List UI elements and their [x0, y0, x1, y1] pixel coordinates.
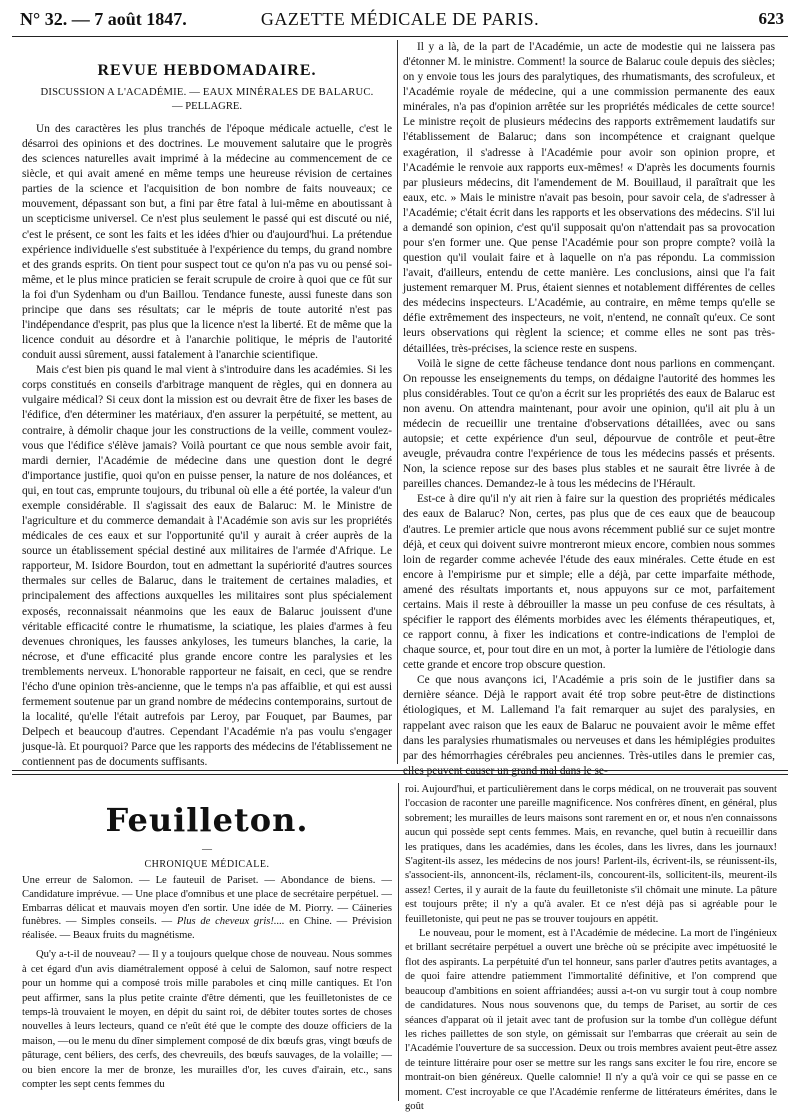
- feuilleton-paragraph: roi. Aujourd'hui, et particulièrement dans le corps médical, on ne trouverait pas souvent l'occasion de raconter une pareille magnificence. Nos confrères dînent, en général, plus sobrement; les murailles de leurs maisons sont rarement en or, et nous n'en connaissons aucun qui possède sept cents femmes. Mais, en revanche, quel butin à recueillir dans les pratiques, dans les académies, dans les écoles, dans les livres, dans les journaux! S'agitent-ils assez, les médecins de nos jours! Parlent-ils, écrivent-ils, se réunissent-ils, s'associent-ils, annoncent-ils, réclament-ils, concourent-ils, sollicitent-ils, meurent-ils assez! Certes, il y aurait de la faute du feuilletoniste s'il chômait une minute. La pâture est toujours prête; il n'y a qu'à avaler. Et ce n'est déjà pas si agréable pour le feuilletoniste, qui peut ne pas se trouver toujours en appétit.: [405, 784, 777, 925]
- chronique-title: CHRONIQUE MÉDICALE.: [144, 859, 270, 871]
- revue-left-column: [22, 40, 392, 769]
- summary-text-end: en Chine. — Prévision réalisée. — Beaux fruits du magnétisme.: [22, 916, 392, 941]
- feuilleton-rule-2: [12, 774, 788, 775]
- journal-title: GAZETTE MÉDICALE DE PARIS.: [260, 9, 540, 29]
- feuilleton-left-column: [22, 783, 392, 1101]
- article-paragraph: Un des caractères les plus tranchés de l'époque médicale actuelle, c'est le désarroi des opinions et des doctrines. Le mouvement salutaire que le progrès des sciences naturelles avait imprimé à la médecine au commencement de ce siècle, et qui avait amené en même temps une heureuse révision de certaines parties de la science et l'acquisition de bon nombre de faits nouveaux; ce mouvement, dépassant son but, a fini par être fatal à lui-même en aboutissant à un scepticisme universel. Ce n'est plus seulement le passé qui est discuté ou nié, c'est le présent, ce sont les faits et les idées d'hier ou d'aujourd'hui. La prétendue expérience individuelle s'est substituée à l'expérience du temps, du grand nombre et des grands esprits. On tient pour suspect tout ce qu'on n'a pas vu ou pensé soi-même, et le plus mince praticien se ferait scrupule de croire à quoi que ce fût sur la foi d'un Sydenham ou d'un Baillou. Tendance funeste, aussi funeste dans son principe que dans ses résultats; car le mépris de toute autorité n'est pas l'indépendance d'esprit, pas plus que la licence n'est la liberté. Et de même que la licence conduit au désordre et à l'anarchie politique, le mépris de l'autorité conduit aussi sûrement, aussi fatalement à l'anarchie scientifique.: [22, 123, 392, 362]
- feuilleton-right-column: [405, 783, 777, 1112]
- article-paragraph: Mais c'est bien pis quand le mal vient à s'introduire dans les académies. Si les corps constitués en conseils d'arbitrage manquent de règles, qui en donnera au vulgaire médical? Si ceux dont la mission est ou devrait être de fixer les bases de l'édifice, d'en déterminer les matériaux, d'en assurer la perpétuité, se mettent, au contraire, à démolir chaque jour les constructions de la veille, comment voulez-vous que l'édifice s'élève jamais? Voilà pourtant ce que nous semble avoir fait, mardi dernier, l'Académie de médecine dans une question dont le degré d'importance justifie, quoi qu'on en puisse penser, la nature de nos doléances, et qui, en tout cas, emprunte toujours, du tribunal où elle a été portée, la valeur d'un exemple considérable. Il s'agissait des eaux de Balaruc: M. le Ministre de l'agriculture et du commerce demandait à l'Académie son avis sur les propriétés médicales de ces eaux et sur l'opportunité qu'il y aurait à créer auprès de la source un établissement spécial destiné aux militaires de l'armée d'Afrique. Le rapporteur, M. Isidore Bourdon, tout en admettant la supériorité d'autres sources thermales sur celles de Balaruc, dans le traitement de certaines maladies, et principalement des affections auxquelles les militaires sont plus spécialement exposés, reconnaissait néanmoins que les eaux de Balaruc jouissent d'une véritable efficacité contre le rhumatisme, la sciatique, les plaies d'armes à feu devenues chroniques, les fausses ankyloses, les tumeurs blanches, la carie, la nécrose, et d'une efficacité plus grande encore contre les paralysies et les tremblements nerveux. L'honorable rapporteur ne faisait, en ceci, que se rendre l'écho d'une opinion très-ancienne, que le temps n'a pas affaiblie, et qui est aussi fermement soutenue par un grand nombre de médecins contemporains, surtout de la localité, qu'elle l'était autrefois par Leroy, par Fouquet, par Baumes, par Delpech et beaucoup d'autres. Cependant l'Académie n'a pas voulu s'engager jusque-là. Et pourquoi? Parce que les rapports des médecins de l'établissement ne contiennent pas de documents suffisants.: [22, 364, 392, 769]
- feuilleton-paragraph: Le nouveau, pour le moment, est à l'Académie de médecine. La mort de l'ingénieux et brillant secrétaire perpétuel a ouvert une brèche où se précipite avec impétuosité le flot des aspirants. La perpétuité d'un tel honneur, sans parler d'autres petits avantages, a de quoi faire attendre patiemment l'immortalité définitive, et l'on comprend que beaucoup d'ambitions en soient affriandées; aussi a-t-on vu surgir tout à coup nombre de candidatures. Nous nous souvenons que, du temps de Pariset, au sortir de ces séances d'apparat où il jetait avec tant de profusion sur la tombe d'un collègue défunt les riches paillettes de son style, on gémissait sur l'embarras que créerait au sein de l'Académie l'ouverture de sa succession. Deux ou trois membres avaient peut-être assez de teinture littéraire pour oser se mettre sur les rangs sans exciter le fou rire, encore se montrait-on bien généreux. Quelle calomnie! Il n'y a qu'à voir ce qui se passe en ce moment. C'est incroyable ce que l'Académie renferme de littérateurs émérites, dans le goût: [405, 928, 777, 1112]
- article-paragraph: Est-ce à dire qu'il n'y ait rien à faire sur la question des propriétés médicales des eaux de Balaruc? Non, certes, pas plus que de ces eaux que de beaucoup d'autres. Le premier article que nous avons récemment publié sur ce sujet montre déjà, et ceux qui doivent suivre montreront mieux encore, combien nous sommes loin de regarder comme achevée l'étude des eaux minérales. Cette étude en est encore à l'empirisme pur et simple; elle a déjà, par cette imparfaite méthode, amené des résultats importants et, nous appuyons sur ce mot, parfaitement certains. Mais il reste à débrouiller la masse un peu confuse de ces résultats, à spécifier le rapport des éléments morbides avec les éléments thérapeutiques, et, ce rapport connu, à fixer les indications et contre-indications de l'emploi de chaque source, et, pour tout dire en un mot, à porter la lumière de l'étiologie dans cette grande et encore trop obscure question.: [403, 493, 775, 672]
- article-paragraph: Il y a là, de la part de l'Académie, un acte de modestie qui ne laissera pas d'étonner M. le ministre. Comment! la source de Balaruc coule depuis des siècles; on y envoie tous les jours des paralytiques, des rhumatismants, des scrofuleux, et l'Académie royale de médecine, qui a une commission permanente des eaux minérales, n'a pas d'opinion arrêtée sur les propriétés médicales de cette source! Le ministre reçoit de plusieurs médecins des rapports extrêmement laudatifs sur l'établissement de Balaruc; dans son incompétence et craignant quelque exagération, il s'adresse à l'Académie pour avoir son opinion propre, et l'Académie le renvoie aux rapports eux-mêmes! « D'après les documents fournis par plusieurs médecins, dit l'amendement de M. Bouillaud, il paraîtrait que les eaux, etc. » Mais le ministre n'avait pas besoin, pour savoir cela, de s'adresser à l'Académie; c'était écrit dans les rapports et les observations des médecins. S'il lui a demandé son opinion, c'est qu'il supposait qu'on n'attendait pas sa provocation pour s'en former une. Que pense l'Académie pour son propre compte? voilà la question qu'il voulait faire et à laquelle on n'a pas répondu. La commission l'avait, d'ailleurs, entendu de cette manière. Les conclusions, ainsi que l'a fait justement remarquer M. Prus, étaient siennes et notablement différentes de celles des médecins inspecteurs. L'Académie, au contraire, en même temps qu'elle se défie extrêmement des inspecteurs, ne voit, n'entend, ne connaît qu'eux. Ce sont leurs observations qui règlent la science; et comme elles ne sont pas très-détaillées, très-précises, la science reste en suspens.: [403, 41, 775, 355]
- feuilleton-paragraph: Qu'y a-t-il de nouveau? — Il y a toujours quelque chose de nouveau. Nous sommes à cet égard d'un avis diamétralement opposé à celui de Salomon, sauf notre respect pour un homme qui a composé trois mille paraboles et cinq mille cantiques. Et l'on peut affirmer, sans la plus petite crainte d'être démenti, que les feuilletonistes de ce temps-là trouvaient le moyen, en dépit du saint roi, de débiter toutes sortes de choses nouvelles à leurs lecteurs, quand ce n'eût été que le compte des douze officiers de la maison, —ou le menu du dîner simplement composé de dix bœufs gras, vingt bœufs de pâturage, cent béliers, des cerfs, des chevreuils, des bœufs sauvages, de la volaille; — ou bien encore la mer de bronze, les murailles d'or, les cuves d'airain, etc., sans compter les sept cents femmes du: [22, 949, 392, 1091]
- header-rule: [12, 36, 788, 37]
- revue-subtitle: DISCUSSION A L'ACADÉMIE. — EAUX MINÉRALES DE BALARUC.: [40, 87, 374, 98]
- revue-title: REVUE HEBDOMADAIRE.: [97, 62, 317, 79]
- column-divider: [397, 40, 398, 764]
- feuilleton-column-divider: [398, 783, 399, 1101]
- article-paragraph: Ce que nous avançons ici, l'Académie a pris soin de le justifier dans sa dernière séance. Déjà le rapport avait été trop sobre peut-être de distinctions étiologiques, et M. Lallemand l'a fait remarquer au sujet des paralysies, en rappelant avec raison que les eaux de Balaruc ne pouvaient avoir le même effet dans les paralysies rhumatismales ou nerveuses et dans les hémiplégies produites par des hémorrhagies cérébrales peu anciennes. Très-utiles dans le premier cas, elles peuvent causer un grand mal dans le se-: [403, 674, 775, 777]
- revue-right-column: [403, 40, 775, 777]
- article-paragraph: Voilà le signe de cette fâcheuse tendance dont nous parlions en commençant. On repousse les enseignements du temps, on dédaigne l'autorité des hommes les plus considérables. Tout ce qu'on a écrit sur les propriétés des eaux de Balaruc est non avenu. On attendra maintenant, pour avoir une opinion, qu'il ait plu à un médecin de recueillir une trentaine d'observations détaillées, avec ou sans autopsie; et cette expérience d'un seul, dépourvue de contrôle et peut-être aveugle, prévaudra contre l'expérience de tous les médecins passés et présents. Non, la science repose sur des bases plus stables et ne saurait être livrée à de pareilles chances. Demandez-le à tous les médecins de l'Hérault.: [403, 357, 775, 491]
- feuilleton-mark: —: [202, 844, 212, 855]
- revue-subtitle-2: — PELLAGRE.: [171, 101, 243, 112]
- summary-italic: Plus de cheveux gris!....: [176, 916, 285, 928]
- page-header: [14, 6, 786, 36]
- summary-text: Une erreur de Salomon. — Le fauteuil de Pariset. — Abondance de biens. — Candidature imprévue. — Une place d'omnibus et une place de secrétaire perpétuel. — Embarras délicat et mauvais moyen d'en sortir. Une idée de M. Piorry. — Cáineries funèbres. — Simples conseils. —: [22, 875, 392, 928]
- feuilleton-title: Feuilleton.: [105, 801, 309, 839]
- page-number: 623: [758, 9, 784, 28]
- chronique-summary: [22, 874, 392, 942]
- feuilleton-rule: [12, 770, 788, 771]
- issue-number: N° 32. — 7 août 1847.: [20, 9, 187, 29]
